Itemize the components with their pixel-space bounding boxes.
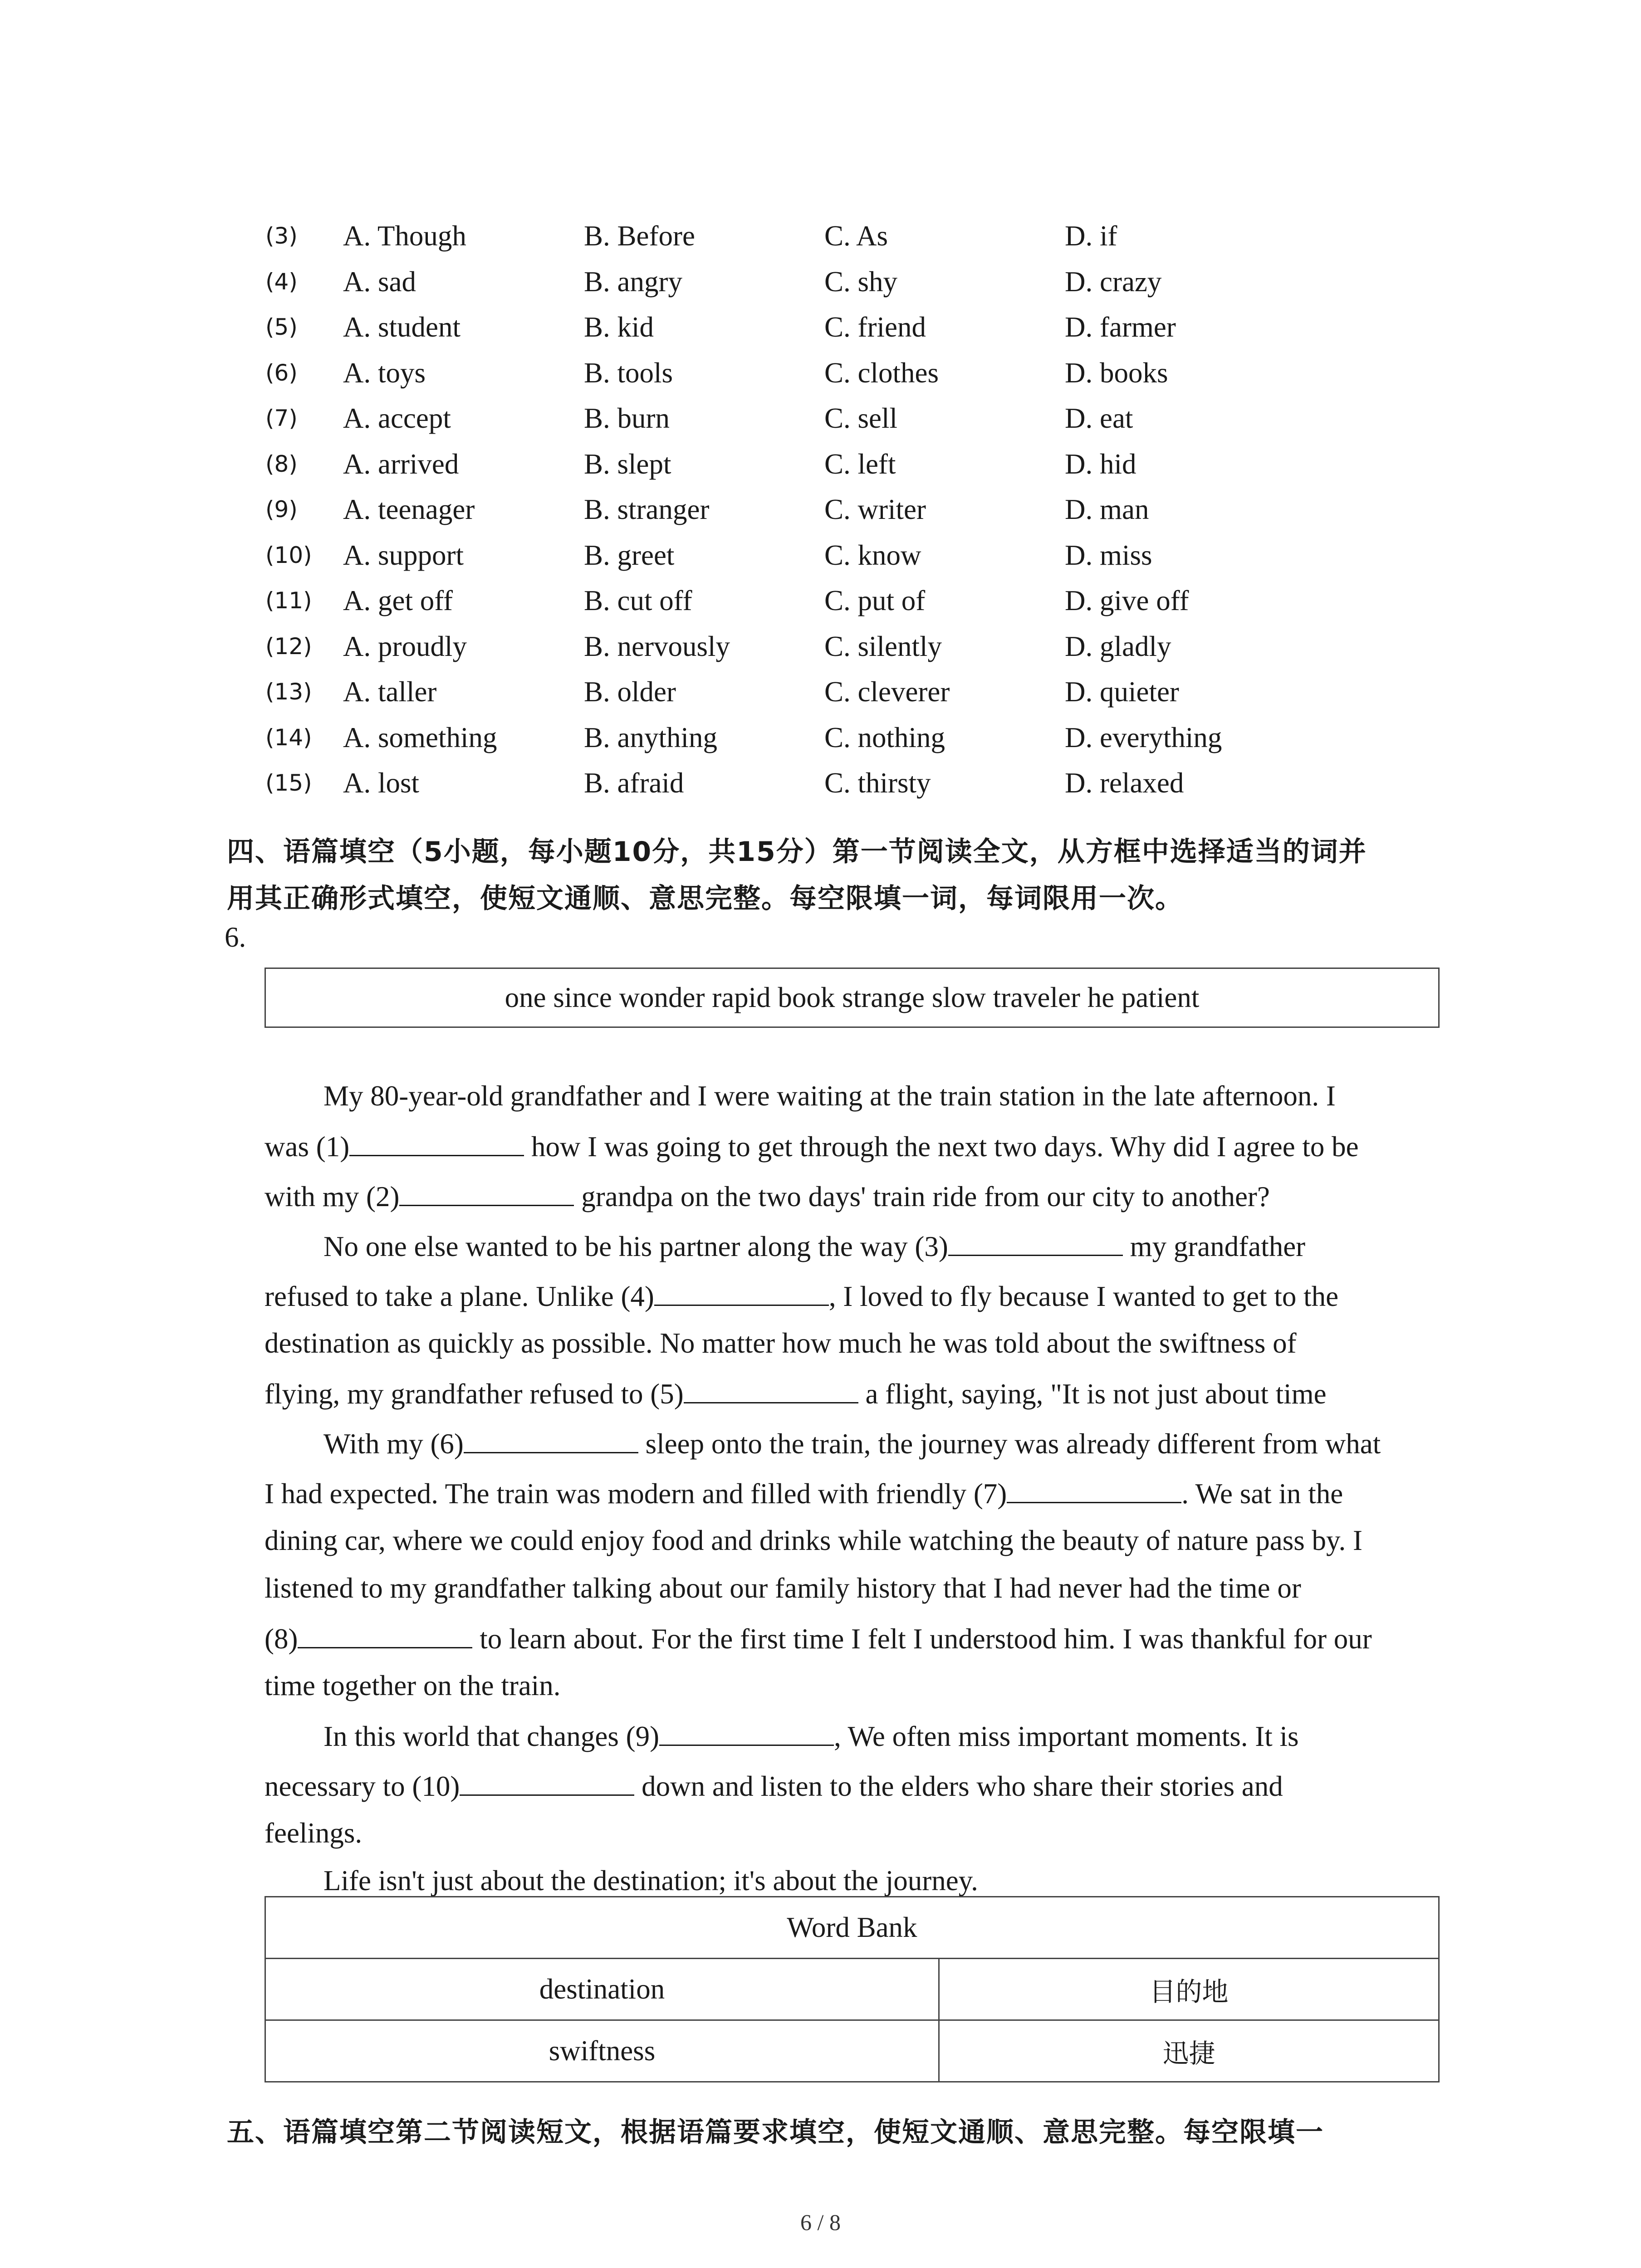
option-d[interactable]: D. books	[1065, 357, 1168, 389]
blank-4[interactable]	[654, 1279, 829, 1306]
option-b[interactable]: B. burn	[584, 402, 670, 434]
option-c[interactable]: C. put of	[824, 585, 926, 616]
blank-1[interactable]	[349, 1129, 524, 1156]
option-c[interactable]: C. know	[824, 539, 921, 571]
option-a[interactable]: A. toys	[343, 357, 426, 389]
option-b[interactable]: B. stranger	[584, 494, 710, 525]
option-c[interactable]: C. thirsty	[824, 767, 931, 799]
option-a[interactable]: A. sad	[343, 266, 416, 298]
option-b[interactable]: B. anything	[584, 722, 717, 753]
passage-line: flying, my grandfather refused to (5) a flight, saying, "It is not just about time	[265, 1377, 1327, 1411]
option-d[interactable]: D. give off	[1065, 585, 1189, 616]
section4-heading	[227, 829, 1452, 922]
option-b[interactable]: B. greet	[584, 539, 675, 571]
option-a[interactable]: A. student	[343, 311, 460, 343]
question-number: (8)	[265, 451, 298, 477]
section5-heading: 五、语篇填空第二节阅读短文，根据语篇要求填空，使短文通顺、意思完整。每空限填一	[227, 2116, 1324, 2148]
option-c[interactable]: C. cleverer	[824, 676, 950, 708]
option-row	[0, 396, 1641, 441]
passage-line: I had expected. The train was modern and filled with friendly (7) . We sat in the	[265, 1476, 1343, 1510]
passage-line: In this world that changes (9) , We often miss important moments. It is	[323, 1719, 1299, 1753]
option-a[interactable]: A. proudly	[343, 631, 467, 662]
option-a[interactable]: A. something	[343, 722, 497, 753]
option-row	[0, 441, 1641, 487]
passage-line: destination as quickly as possible. No matter how much he was told about the swiftness of	[265, 1327, 1297, 1359]
question-number: (6)	[265, 360, 298, 386]
option-c[interactable]: C. silently	[824, 631, 942, 662]
option-a[interactable]: A. lost	[343, 767, 420, 799]
option-d[interactable]: D. if	[1065, 220, 1117, 252]
option-row	[0, 259, 1641, 304]
word-bank-cn: 目的地	[939, 1959, 1439, 2020]
option-a[interactable]: A. accept	[343, 402, 451, 434]
passage-line: My 80-year-old grandfather and I were waiting at the train station in the late afternoon. I	[323, 1080, 1336, 1112]
option-b[interactable]: B. Before	[584, 220, 695, 252]
option-d[interactable]: D. crazy	[1065, 266, 1162, 298]
option-d[interactable]: D. gladly	[1065, 631, 1171, 662]
passage-line: time together on the train.	[265, 1670, 561, 1701]
option-a[interactable]: A. teenager	[343, 494, 475, 525]
option-c[interactable]: C. friend	[824, 311, 926, 343]
option-c[interactable]: C. sell	[824, 402, 898, 434]
word-bank-row	[265, 2020, 1439, 2082]
blank-9[interactable]	[659, 1719, 834, 1746]
option-a[interactable]: A. taller	[343, 676, 437, 708]
blank-7[interactable]	[1007, 1476, 1181, 1503]
passage-line: with my (2) grandpa on the two days' train ride from our city to another?	[265, 1179, 1270, 1213]
option-d[interactable]: D. relaxed	[1065, 767, 1184, 799]
option-b[interactable]: B. afraid	[584, 767, 684, 799]
option-row	[0, 624, 1641, 669]
passage-line: feelings.	[265, 1817, 362, 1849]
option-row	[0, 578, 1641, 623]
option-b[interactable]: B. cut off	[584, 585, 692, 616]
passage-line: With my (6) sleep onto the train, the journey was already different from what	[323, 1427, 1381, 1461]
option-c[interactable]: C. nothing	[824, 722, 945, 753]
option-row	[0, 487, 1641, 532]
word-bank-row	[265, 1959, 1439, 2020]
option-c[interactable]: C. writer	[824, 494, 926, 525]
option-d[interactable]: D. everything	[1065, 722, 1222, 753]
passage-line: No one else wanted to be his partner along the way (3) my grandfather	[323, 1229, 1305, 1263]
section4-heading-line2: 用其正确形式填空，使短文通顺、意思完整。每空限填一词，每词限用一次。	[227, 883, 1183, 914]
question-number: (15)	[265, 770, 312, 796]
option-a[interactable]: A. support	[343, 539, 464, 571]
option-d[interactable]: D. eat	[1065, 402, 1133, 434]
passage-line: necessary to (10) down and listen to the elders who share their stories and	[265, 1769, 1283, 1803]
option-c[interactable]: C. clothes	[824, 357, 939, 389]
word-bank-title-row	[265, 1897, 1439, 1959]
option-row	[0, 669, 1641, 714]
option-row	[0, 760, 1641, 806]
question-number: (3)	[265, 223, 298, 249]
question-number: (12)	[265, 633, 312, 660]
option-b[interactable]: B. angry	[584, 266, 682, 298]
passage-line: listened to my grandfather talking about our family history that I had never had the time or	[265, 1572, 1301, 1604]
question-number: (11)	[265, 587, 312, 614]
word-bank-table	[265, 1896, 1440, 2082]
option-a[interactable]: A. Though	[343, 220, 466, 252]
blank-2[interactable]	[399, 1179, 574, 1206]
option-d[interactable]: D. farmer	[1065, 311, 1176, 343]
question-number: (14)	[265, 724, 312, 751]
option-b[interactable]: B. tools	[584, 357, 673, 389]
section4-heading-line1: 四、语篇填空（5小题，每小题10分，共15分）第一节阅读全文，从方框中选择适当的词并	[227, 836, 1367, 868]
option-d[interactable]: D. hid	[1065, 448, 1136, 480]
option-c[interactable]: C. left	[824, 448, 896, 480]
blank-8[interactable]	[298, 1622, 472, 1648]
question-number: (13)	[265, 679, 312, 705]
option-row	[0, 715, 1641, 760]
option-d[interactable]: D. miss	[1065, 539, 1152, 571]
question-number: 6.	[225, 921, 246, 953]
passage-line: was (1) how I was going to get through the next two days. Why did I agree to be	[265, 1129, 1359, 1163]
blank-5[interactable]	[684, 1377, 858, 1403]
page-number: 6 / 8	[800, 2209, 841, 2235]
blank-6[interactable]	[464, 1427, 638, 1453]
question-number: (4)	[265, 269, 298, 295]
question-number: (5)	[265, 314, 298, 340]
passage-line: refused to take a plane. Unlike (4) , I loved to fly because I wanted to get to the	[265, 1279, 1338, 1313]
option-d[interactable]: D. man	[1065, 494, 1149, 525]
blank-3[interactable]	[948, 1229, 1123, 1256]
passage-line: dining car, where we could enjoy food and drinks while watching the beauty of nature pass by. I	[265, 1525, 1362, 1556]
option-c[interactable]: C. As	[824, 220, 888, 252]
blank-10[interactable]	[460, 1769, 634, 1796]
word-bank-title: Word Bank	[265, 1897, 1439, 1959]
option-a[interactable]: A. arrived	[343, 448, 459, 480]
option-row	[0, 304, 1641, 350]
passage-line: (8) to learn about. For the first time I felt I understood him. I was thankful for our	[265, 1622, 1372, 1656]
option-b[interactable]: B. older	[584, 676, 676, 708]
word-box: one since wonder rapid book strange slow traveler he patient	[265, 968, 1440, 1028]
word-bank-en: swiftness	[265, 2020, 939, 2082]
option-b[interactable]: B. nervously	[584, 631, 730, 662]
option-row	[0, 533, 1641, 578]
option-b[interactable]: B. slept	[584, 448, 671, 480]
option-d[interactable]: D. quieter	[1065, 676, 1179, 708]
word-bank-en: destination	[265, 1959, 939, 2020]
option-row	[0, 213, 1641, 259]
option-a[interactable]: A. get off	[343, 585, 453, 616]
question-number: (9)	[265, 496, 298, 523]
option-c[interactable]: C. shy	[824, 266, 898, 298]
word-bank-cn: 迅捷	[939, 2020, 1439, 2082]
passage-line: Life isn't just about the destination; it's about the journey.	[323, 1865, 978, 1897]
question-number: (10)	[265, 542, 312, 568]
question-number: (7)	[265, 405, 298, 431]
option-row	[0, 350, 1641, 396]
option-b[interactable]: B. kid	[584, 311, 654, 343]
